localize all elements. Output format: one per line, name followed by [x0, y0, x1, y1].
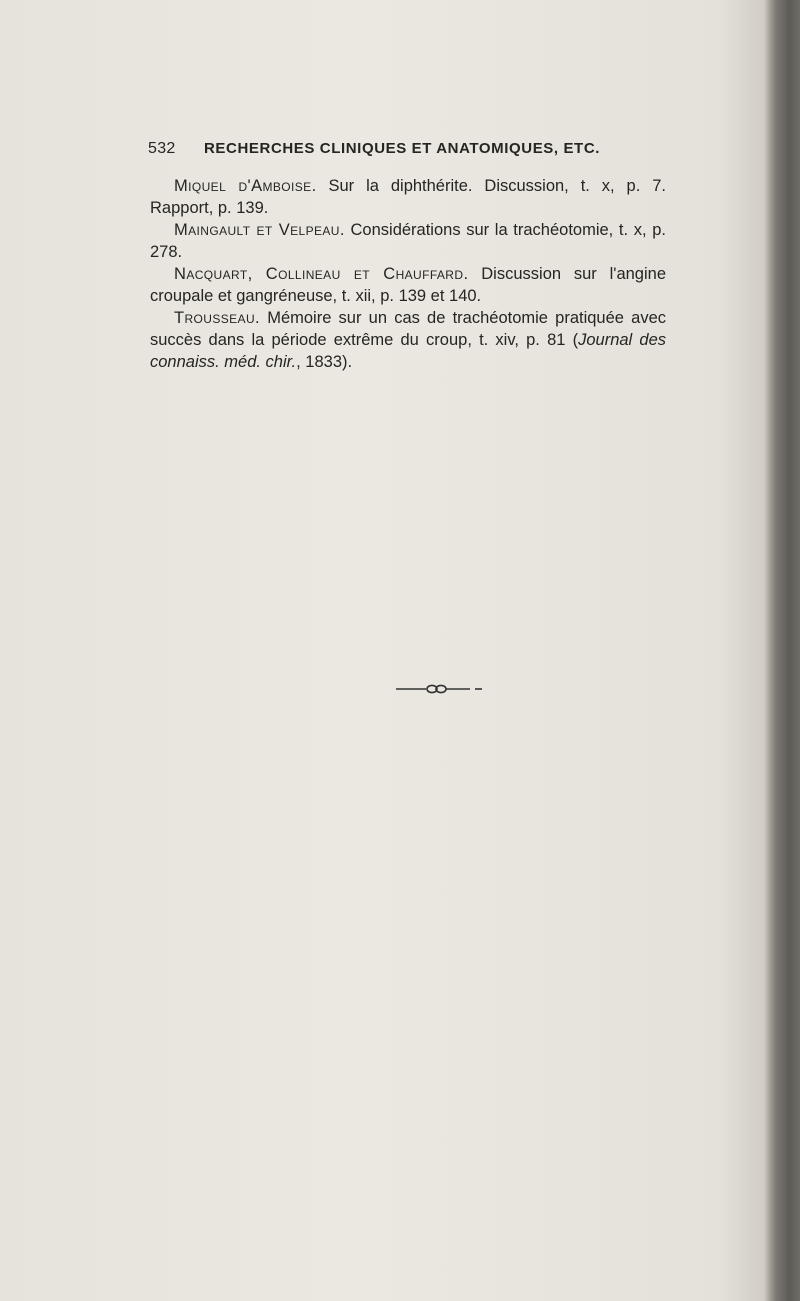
entry-text: Mémoire sur un cas de trachéotomie pratiquée avec succès dans la période extrême du croup, t. xiv, p. 81 (: [150, 309, 666, 349]
section-end-ornament: [396, 683, 482, 695]
entry-author: Nacquart, Collineau et Chauffard.: [174, 265, 469, 283]
entry-author: Trousseau.: [174, 309, 261, 327]
journal-title: Journal des connaiss. méd. chir.: [150, 331, 666, 371]
entry-text: Discussion sur l'angine croupale et gangréneuse, t. xii, p. 139 et 140.: [150, 265, 666, 305]
bibliography-entry: [150, 263, 666, 307]
running-title: RECHERCHES CLINIQUES ET ANATOMIQUES, ETC.: [204, 140, 601, 157]
bibliography-entries: [150, 175, 666, 373]
bibliography-entry: [150, 175, 666, 219]
entry-author: Maingault et Velpeau.: [174, 221, 345, 239]
bibliography-entry: [150, 219, 666, 263]
entry-tail: , 1833).: [296, 353, 353, 371]
running-header: [148, 140, 668, 158]
bibliography-entry: [150, 307, 666, 373]
entry-text: Considérations sur la trachéotomie, t. x, p. 278.: [150, 221, 666, 261]
entry-author: Miquel d'Amboise.: [174, 177, 317, 195]
page-number: 532: [148, 140, 176, 157]
entry-text: Sur la diphthérite. Discussion, t. x, p. 7. Rapport, p. 139.: [150, 177, 666, 217]
book-edge-shadow: [764, 0, 800, 1301]
